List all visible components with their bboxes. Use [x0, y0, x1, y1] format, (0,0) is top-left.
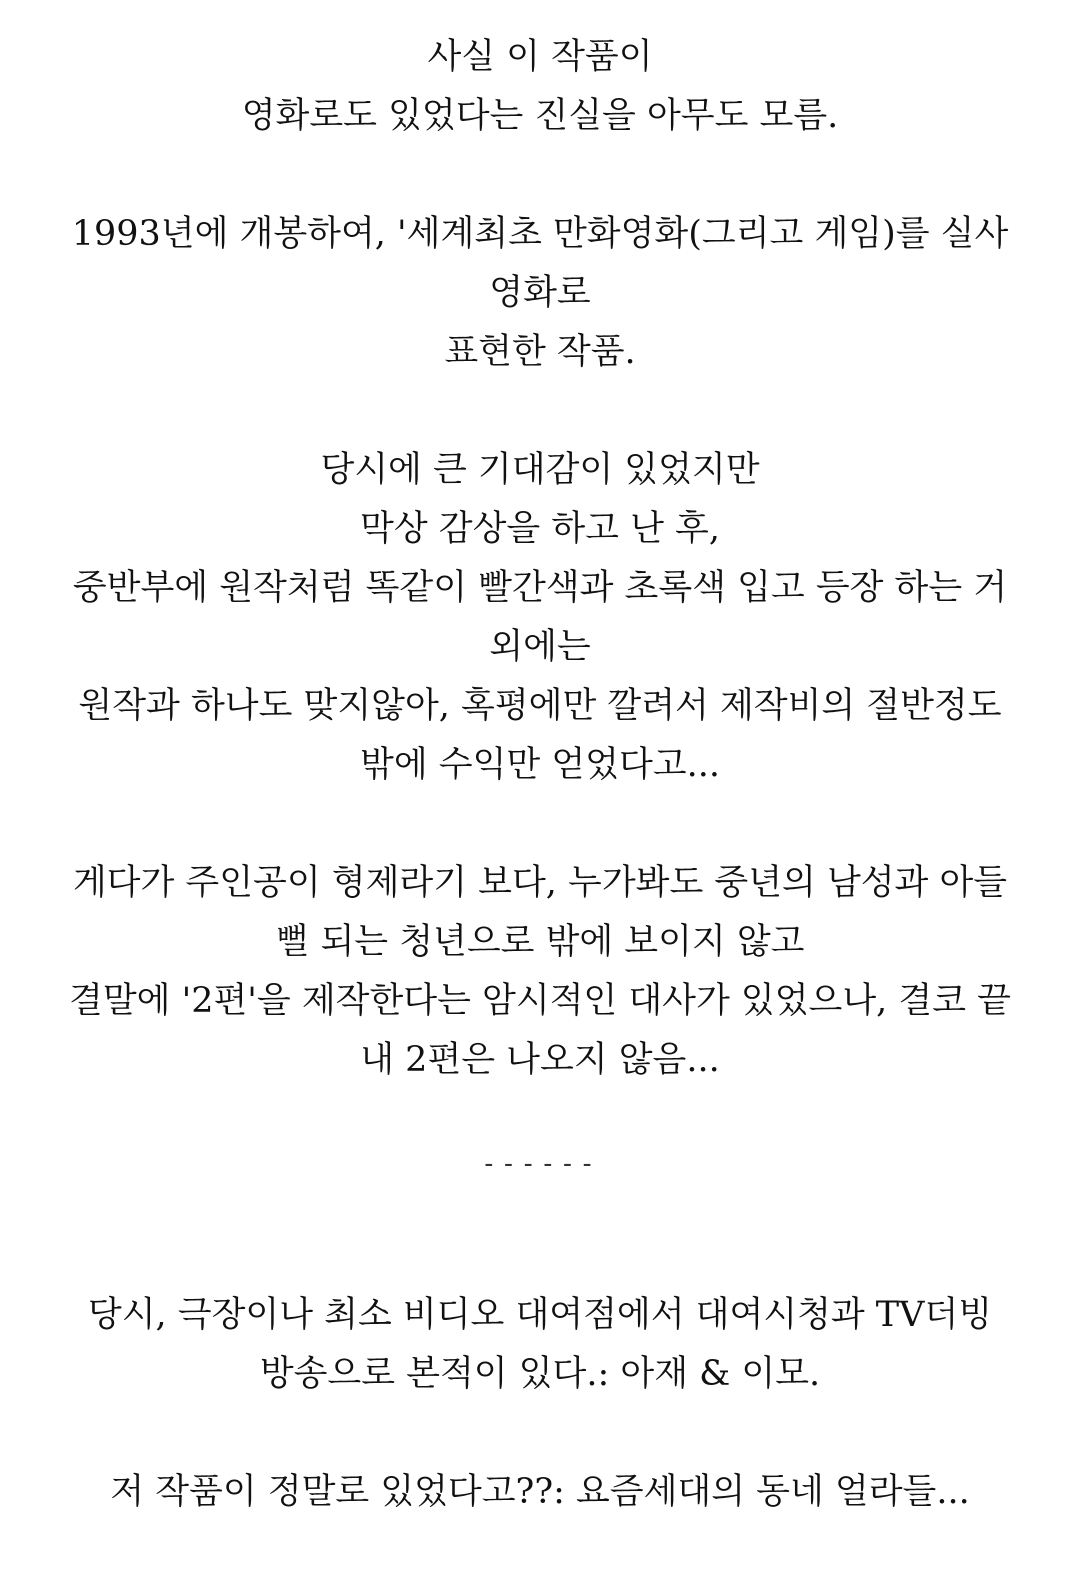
- text-line: 결말에 '2편'을 제작한다는 암시적인 대사가 있었으나, 결코 끝: [69, 981, 1011, 1021]
- paragraph: [0, 28, 1080, 146]
- text-line: 사실 이 작품이: [427, 37, 653, 77]
- text-line: 방송으로 본적이 있다.: 아재 & 이모.: [259, 1354, 821, 1394]
- text-line: 밖에 수익만 얻었다고...: [360, 745, 720, 785]
- text-line: 원작과 하나도 맞지않아, 혹평에만 깔려서 제작비의 절반정도: [78, 686, 1002, 726]
- text-line: 당시, 극장이나 최소 비디오 대여점에서 대여시청과 TV더빙: [87, 1295, 993, 1335]
- paragraph: [0, 1463, 1080, 1522]
- text-line: 뻘 되는 청년으로 밖에 보이지 않고: [275, 922, 805, 962]
- paragraph: [0, 205, 1080, 382]
- text-line: 게다가 주인공이 형제라기 보다, 누가봐도 중년의 남성과 아들: [72, 863, 1008, 903]
- paragraph: [0, 1286, 1080, 1404]
- text-line: 표현한 작품.: [444, 332, 636, 372]
- text-line: 내 2편은 나오지 않음...: [360, 1040, 720, 1080]
- text-line: 저 작품이 정말로 있었다고??: 요즘세대의 동네 얼라들...: [110, 1472, 970, 1512]
- text-line: 영화로: [489, 273, 591, 313]
- paragraph: [0, 441, 1080, 795]
- text-line: 외에는: [489, 627, 591, 667]
- section-separator: ------: [481, 1149, 599, 1179]
- text-line: 막상 감상을 하고 난 후,: [360, 509, 720, 549]
- document-body: [0, 28, 1080, 1522]
- text-line: 당시에 큰 기대감이 있었지만: [320, 450, 760, 490]
- text-line: 1993년에 개봉하여, '세계최초 만화영화(그리고 게임)를 실사: [71, 214, 1009, 254]
- text-line: 영화로도 있었다는 진실을 아무도 모름.: [241, 96, 839, 136]
- paragraph: [0, 854, 1080, 1090]
- text-line: 중반부에 원작처럼 똑같이 빨간색과 초록색 입고 등장 하는 거: [72, 568, 1008, 608]
